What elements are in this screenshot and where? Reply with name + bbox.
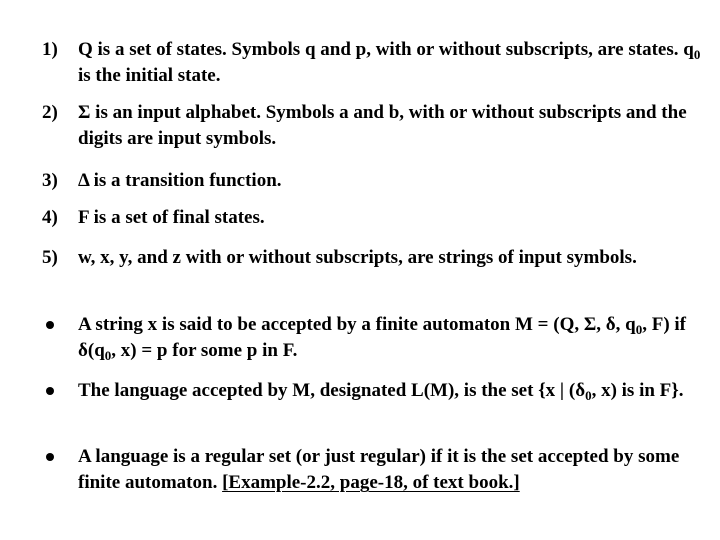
list-item-bullet-3 xyxy=(42,444,712,496)
item-marker: 3) xyxy=(42,170,58,191)
text-segment: A language is a regular set (or just regular) if it is the set accepted by some finite automaton. xyxy=(78,446,680,493)
item-marker: 4) xyxy=(42,207,58,228)
text-segment: w, x, y, and z with or without subscripts, are strings of input symbols. xyxy=(78,247,637,268)
list-item-2 xyxy=(42,100,712,152)
item-text xyxy=(78,444,712,496)
item-text xyxy=(78,312,712,364)
item-text xyxy=(78,245,712,271)
subscript: 0 xyxy=(585,388,592,403)
bullet-marker xyxy=(46,387,54,395)
item-marker: 1) xyxy=(42,39,58,60)
item-marker: 2) xyxy=(42,102,58,123)
text-segment: Σ is an input alphabet. Symbols a and b, with or without subscripts and the digits are input symbols. xyxy=(78,102,687,149)
list-item-3 xyxy=(42,168,712,194)
text-segment: F is a set of final states. xyxy=(78,207,265,228)
bullet-marker xyxy=(46,321,54,329)
item-text xyxy=(78,378,712,404)
text-segment: The language accepted by M, designated L(M), is the set {x | (δ xyxy=(78,380,586,401)
text-segment: is the initial state. xyxy=(78,65,221,86)
text-segment: Δ is a transition function. xyxy=(78,170,282,191)
text-segment: , x) = p for some p in F. xyxy=(111,340,298,361)
list-item-4 xyxy=(42,205,712,231)
list-item-5 xyxy=(42,245,712,271)
list-item-bullet-2 xyxy=(42,378,712,404)
item-text xyxy=(78,37,712,89)
subscript: 0 xyxy=(635,322,643,337)
text-segment: A string x is said to be accepted by a finite automaton M = (Q, Σ, δ, q xyxy=(78,314,636,335)
item-text xyxy=(78,205,712,231)
bullet-marker xyxy=(46,453,54,461)
item-text xyxy=(78,168,712,194)
subscript: 0 xyxy=(104,348,112,363)
textbook-reference: [Example-2.2, page-18, of text book.] xyxy=(222,472,520,493)
text-segment: , F) if δ(q xyxy=(78,314,687,361)
item-marker: 5) xyxy=(42,247,58,268)
item-text xyxy=(78,100,712,152)
text-segment: Q is a set of states. Symbols q and p, with or without subscripts, are states. q xyxy=(78,39,694,60)
subscript: 0 xyxy=(693,47,701,62)
list-item-bullet-1 xyxy=(42,312,712,364)
list-item-1 xyxy=(42,37,712,89)
text-segment: , x) is in F}. xyxy=(591,380,684,401)
